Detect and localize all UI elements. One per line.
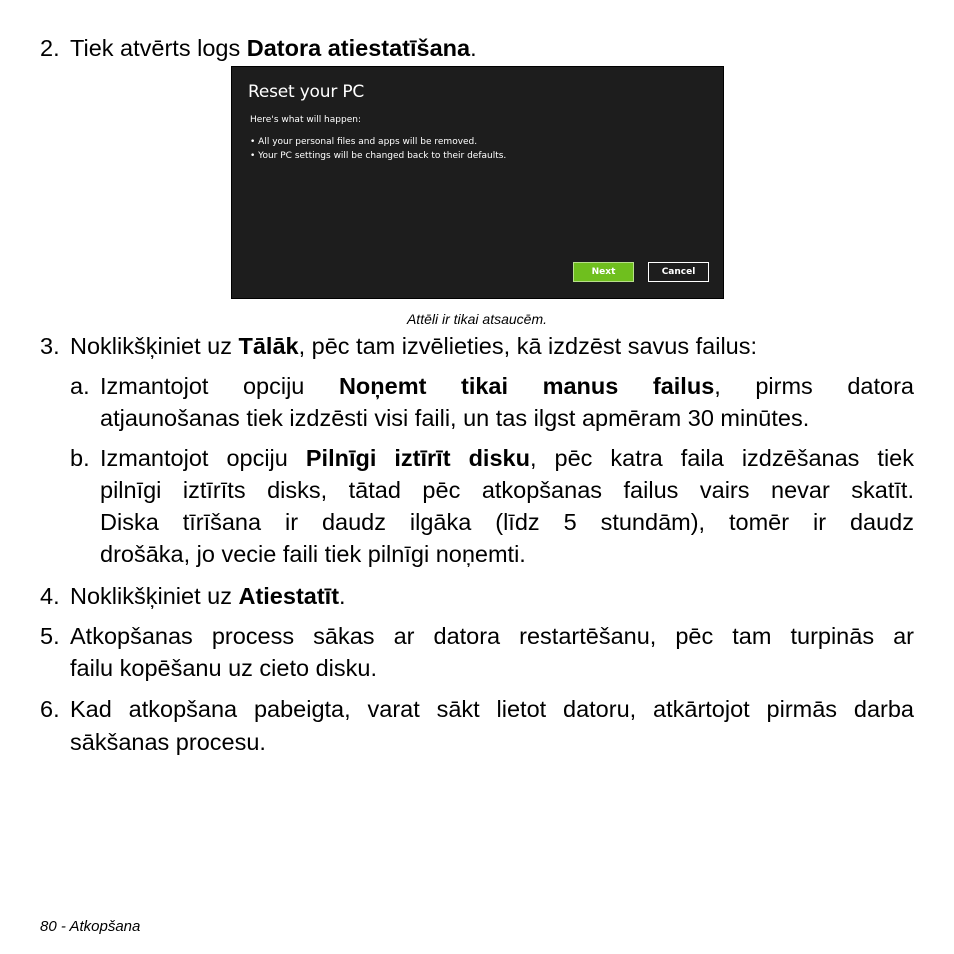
step-3b-text-after: , pēc katra faila izdzēšanas tiek [529, 445, 915, 471]
step-3b-line-2: pilnīgi iztīrīts disks, tātad pēc atkopšanas failus vairs nevar skatīt. [100, 477, 914, 503]
step-2-number: 2. [40, 35, 60, 61]
figure-caption: Attēli ir tikai atsaucēm. [406, 311, 548, 327]
step-6-number: 6. [40, 696, 60, 722]
step-2-text [70, 32, 477, 64]
step-3a-text-before: Izmantojot opciju [100, 373, 339, 399]
step-3b-line-4: drošāka, jo vecie faili tiek pilnīgi noņemti. [100, 541, 526, 567]
step-5-line-1: Atkopšanas process sākas ar datora restartēšanu, pēc tam turpinās ar [70, 623, 914, 649]
step-6-line-1: Kad atkopšana pabeigta, varat sākt lietot datoru, atkārtojot pirmās darba [70, 696, 914, 722]
step-2-bold: Datora atiestatīšana [246, 35, 471, 61]
next-button[interactable]: Next [573, 262, 634, 282]
step-3a-bold: Noņemt tikai manus failus [338, 373, 715, 399]
step-4-number: 4. [40, 583, 60, 609]
step-3a-line-1 [100, 370, 914, 402]
reset-pc-bullet-2: • Your PC settings will be changed back to their defaults. [250, 151, 507, 161]
step-5-line-2: failu kopēšanu uz cieto disku. [70, 655, 377, 681]
reset-pc-screenshot [231, 66, 724, 299]
step-3a-letter: a. [70, 373, 90, 399]
step-3a-text-after: , pirms datora [714, 373, 914, 399]
step-3b-text-before: Izmantojot opciju [100, 445, 306, 471]
step-3a-line-2: atjaunošanas tiek izdzēsti visi faili, un tas ilgst apmēram 30 minūtes. [100, 405, 810, 431]
step-3b-line-3: Diska tīrīšana ir daudz ilgāka (līdz 5 stundām), tomēr ir daudz [100, 509, 914, 535]
step-3-number: 3. [40, 333, 60, 359]
reset-pc-subtitle: Here's what will happen: [250, 115, 361, 125]
step-3-text-before: Noklikšķiniet uz [70, 333, 239, 359]
reset-pc-title: Reset your PC [248, 82, 365, 102]
step-3b-letter: b. [70, 445, 90, 471]
cancel-button[interactable]: Cancel [648, 262, 709, 282]
step-4-text-after: . [339, 583, 346, 609]
step-3b-bold: Pilnīgi iztīrīt disku [305, 445, 530, 471]
step-5-number: 5. [40, 623, 60, 649]
step-3b-line-1 [100, 442, 914, 474]
step-6-line-2: sākšanas procesu. [70, 729, 266, 755]
step-2-text-after: . [470, 35, 477, 61]
step-3-text-after: , pēc tam izvēlieties, kā izdzēst savus failus: [298, 333, 758, 359]
page-footer: 80 - Atkopšana [40, 918, 141, 935]
step-3-bold: Tālāk [238, 333, 299, 359]
step-3-text [70, 330, 757, 362]
reset-pc-bullet-1: • All your personal files and apps will be removed. [250, 137, 478, 147]
step-2-text-before: Tiek atvērts logs [70, 35, 247, 61]
step-4-text-before: Noklikšķiniet uz [70, 583, 239, 609]
step-4-bold: Atiestatīt [238, 583, 340, 609]
step-4-text [70, 580, 346, 612]
